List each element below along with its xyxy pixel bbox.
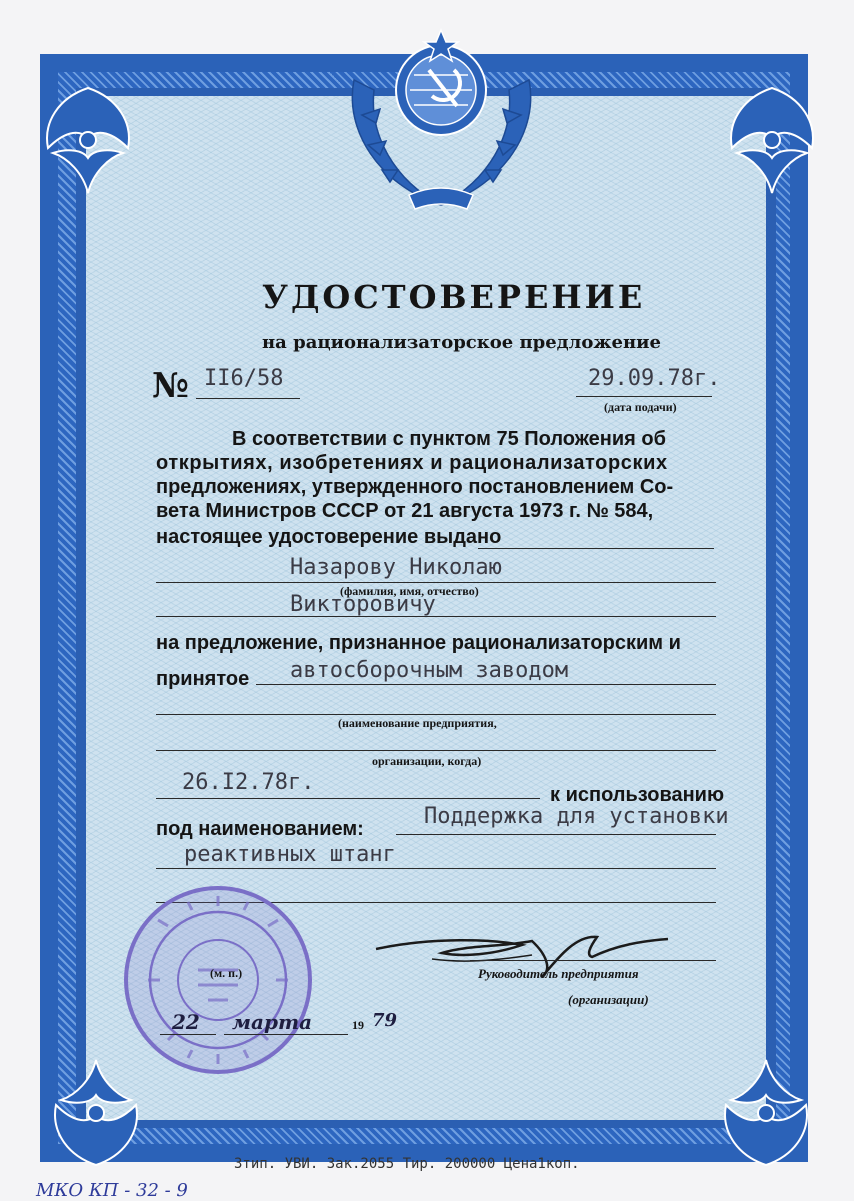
usage-label: к использованию (550, 784, 725, 806)
org-underline-1 (156, 714, 716, 715)
usage-date: 26.I2.78г. (182, 770, 315, 795)
signature-underline (470, 960, 716, 961)
issued-underline (478, 548, 714, 549)
corner-ornament-top-left-icon (28, 78, 148, 198)
recipient-caption: (фамилия, имя, отчество) (340, 584, 479, 598)
accepted-label: принятое (156, 668, 250, 690)
accepted-underline (256, 684, 716, 685)
proposal-name-line-2: реактивных штанг (184, 842, 396, 867)
recipient-patronymic: Викторовичу (290, 592, 436, 617)
sign-date-month: марта (232, 1010, 313, 1034)
handwritten-note: МКО КП - 32 - 9 (36, 1180, 188, 1201)
submission-date: 29.09.78г. (588, 366, 721, 391)
sign-date-day: 22 (172, 1010, 200, 1034)
name-label: под наименованием: (156, 818, 364, 840)
signer-title-org: (организации) (568, 992, 649, 1007)
usage-date-underline (156, 798, 540, 799)
number-sign: № (152, 366, 189, 406)
name-underline-2 (156, 868, 716, 869)
certificate-number: II6/58 (204, 366, 284, 391)
sign-day-underline (160, 1034, 216, 1035)
proposal-text: на предложение, признанное рационализаторским и (156, 632, 681, 654)
sign-date-year-suffix: 79 (372, 1010, 398, 1031)
name-underline-1 (396, 834, 716, 835)
seal-place: (м. п.) (210, 966, 243, 980)
document-subtitle: на рационализаторское предложение (262, 332, 661, 353)
paragraph-line-2: открытиях, изобретениях и рационализаторских (156, 452, 668, 474)
paragraph-line-3: предложениях, утвержденного постановлением Со- (156, 476, 674, 498)
document-title: УДОСТОВЕРЕНИЕ (262, 278, 646, 316)
print-footer: Зтип. УВИ. Зак.2055 Тир. 200000 Цена1коп. (234, 1156, 580, 1172)
sign-date-year-prefix: 19 (352, 1018, 364, 1032)
date-caption: (дата подачи) (604, 400, 677, 414)
proposal-name-line-1: Поддержка для установки (424, 804, 729, 829)
corner-ornament-bottom-right-icon (706, 1055, 826, 1175)
accepted-by-value: автосборочным заводом (290, 658, 569, 683)
date-underline (576, 396, 712, 397)
sign-month-underline (224, 1034, 348, 1035)
recipient-name: Назарову Николаю (290, 555, 502, 580)
org-underline-2 (156, 750, 716, 751)
org-caption-1: (наименование предприятия, (338, 716, 497, 730)
paragraph-line-5: настоящее удостоверение выдано (156, 526, 502, 548)
recipient-underline-1 (156, 582, 716, 583)
number-underline (196, 398, 300, 399)
corner-ornament-top-right-icon (712, 78, 832, 198)
paragraph-line-4: вета Министров СССР от 21 августа 1973 г. № 584, (156, 500, 654, 522)
org-caption-2: организации, когда) (372, 754, 482, 768)
recipient-underline-2 (156, 616, 716, 617)
ussr-emblem-icon (334, 20, 549, 220)
paragraph-line-1: В соответствии с пунктом 75 Положения об (232, 428, 666, 450)
signer-title: Руководитель предприятия (478, 966, 639, 981)
